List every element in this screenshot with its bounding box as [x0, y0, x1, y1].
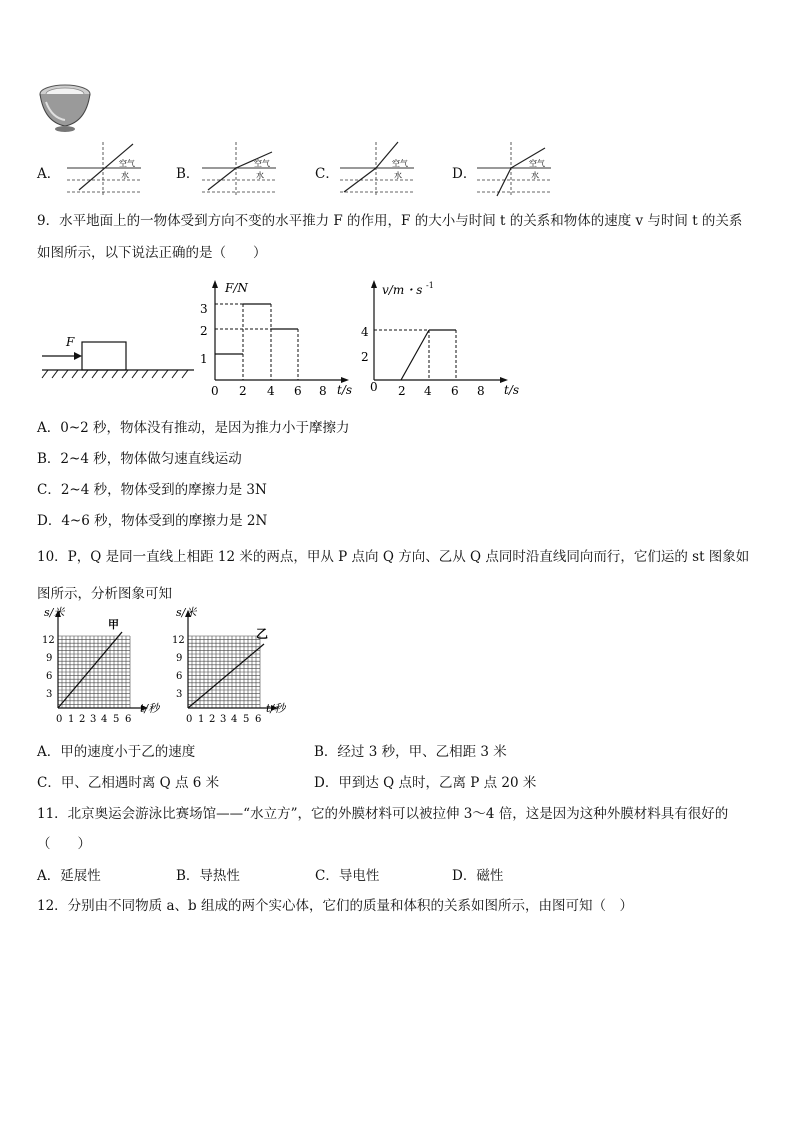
yi-xtick-0: 0: [186, 714, 193, 725]
jia-ytick-12: 12: [42, 635, 55, 646]
q9-stem-line2: 如图所示，以下说法正确的是（ ）: [37, 245, 267, 261]
q10-stem-line2: 图所示，分析图象可知: [37, 586, 172, 602]
q11-option-d[interactable]: D．磁性: [452, 868, 504, 884]
f-xtick-2: 2: [239, 384, 247, 398]
yi-xtick-6: 6: [255, 714, 262, 725]
yi-series-label: 乙: [256, 627, 269, 641]
jia-ylabel: s/米: [44, 606, 65, 619]
q9-stem-line1: 9．水平地面上的一物体受到方向不变的水平推力 F 的作用，F 的大小与时间 t 的关系和物体的速度 v 与时间 t 的关系: [37, 213, 743, 229]
q12-stem-line1: 12．分别由不同物质 a、b 组成的两个实心体，它们的质量和体积的关系如图所示，由图可知（ ）: [37, 898, 633, 914]
q8a-water-label: 水: [121, 171, 129, 180]
v-xtick-0: 0: [370, 380, 378, 394]
q10-stem-line1: 10．P，Q 是同一直线上相距 12 米的两点，甲从 P 点向 Q 方向、乙从 Q 点同时沿直线同向而行，它们运的 st 图象如: [37, 549, 750, 565]
q11-option-a[interactable]: A．延展性: [37, 868, 101, 884]
q9-option-a[interactable]: A．0~2 秒，物体没有推动，是因为推力小于摩擦力: [37, 420, 350, 436]
jia-xtick-2: 2: [79, 714, 86, 725]
f-xtick-6: 6: [294, 384, 302, 398]
jia-ytick-9: 9: [46, 653, 53, 664]
jia-ytick-3: 3: [46, 689, 53, 700]
q8-option-d[interactable]: D．: [452, 166, 477, 182]
bowl-image: [38, 82, 92, 134]
q11-stem-line2: （ ）: [37, 836, 91, 852]
f-xtick-8: 8: [319, 384, 327, 398]
v-xtick-6: 6: [451, 384, 459, 398]
jia-xtick-5: 5: [113, 714, 120, 725]
jia-xtick-6: 6: [125, 714, 132, 725]
q10-option-b[interactable]: B．经过 3 秒，甲、乙相距 3 米: [314, 744, 507, 760]
yi-ytick-6: 6: [176, 671, 183, 682]
yi-xtick-3: 3: [220, 714, 227, 725]
jia-xtick-4: 4: [101, 714, 108, 725]
q8-option-b[interactable]: B．: [176, 166, 200, 182]
f-chart-xlabel: t/s: [337, 383, 353, 397]
q9-option-d[interactable]: D．4~6 秒，物体受到的摩擦力是 2N: [37, 513, 268, 529]
q10-option-d[interactable]: D．甲到达 Q 点时，乙离 P 点 20 米: [314, 775, 537, 791]
q8d-water-label: 水: [531, 171, 539, 180]
f-ytick-1: 1: [200, 352, 208, 366]
yi-ytick-9: 9: [176, 653, 183, 664]
jia-xtick-0: 0: [56, 714, 63, 725]
q8b-air-label: 空气: [254, 159, 270, 168]
yi-ytick-12: 12: [172, 635, 185, 646]
yi-xtick-2: 2: [209, 714, 216, 725]
v-chart-xlabel: t/s: [504, 383, 520, 397]
f-xtick-4: 4: [267, 384, 275, 398]
q8d-air-label: 空气: [529, 159, 545, 168]
q9-block-diagram: [40, 332, 196, 380]
q10-option-a[interactable]: A．甲的速度小于乙的速度: [37, 744, 196, 760]
yi-ylabel: s/米: [176, 606, 197, 619]
yi-xtick-1: 1: [198, 714, 205, 725]
q9-force-time-chart: [195, 278, 355, 400]
v-chart-ylabel: v/m・s: [382, 283, 423, 297]
v-chart-ylabel-sup: -1: [426, 281, 434, 290]
q8-diagram-b: [200, 140, 278, 197]
q10-chart-jia: [36, 604, 166, 728]
v-xtick-4: 4: [424, 384, 432, 398]
yi-xtick-4: 4: [231, 714, 238, 725]
jia-xtick-1: 1: [68, 714, 75, 725]
jia-ytick-6: 6: [46, 671, 53, 682]
q9-option-c[interactable]: C．2~4 秒，物体受到的摩擦力是 3N: [37, 482, 267, 498]
f-ytick-3: 3: [200, 302, 208, 316]
q8c-air-label: 空气: [392, 159, 408, 168]
force-label: F: [66, 335, 75, 349]
yi-xtick-5: 5: [243, 714, 250, 725]
f-ytick-2: 2: [200, 324, 208, 338]
v-ytick-2: 2: [361, 350, 369, 364]
q10-chart-yi: [166, 604, 296, 728]
q8-option-c[interactable]: C．: [315, 166, 339, 182]
series-line: [188, 644, 264, 708]
q8a-air-label: 空气: [119, 159, 135, 168]
f-xtick-0: 0: [211, 384, 219, 398]
v-xtick-8: 8: [477, 384, 485, 398]
q11-option-b[interactable]: B．导热性: [176, 868, 240, 884]
v-ytick-4: 4: [361, 325, 369, 339]
q8-diagram-c: [338, 140, 416, 197]
yi-xlabel: t/秒: [266, 702, 286, 715]
q8-diagram-a: [65, 140, 143, 197]
v-xtick-2: 2: [398, 384, 406, 398]
q9-option-b[interactable]: B．2~4 秒，物体做匀速直线运动: [37, 451, 242, 467]
q8b-water-label: 水: [256, 171, 264, 180]
jia-xtick-3: 3: [90, 714, 97, 725]
q8c-water-label: 水: [394, 171, 402, 180]
jia-series-label: 甲: [108, 618, 119, 631]
jia-xlabel: t/秒: [140, 702, 160, 715]
f-chart-ylabel: F/N: [225, 281, 248, 295]
q8-option-a[interactable]: A．: [37, 166, 61, 182]
q11-option-c[interactable]: C．导电性: [315, 868, 380, 884]
q11-stem-line1: 11．北京奥运会游泳比赛场馆——“水立方”，它的外膜材料可以被拉伸 3～4 倍，这是因为这种外膜材料具有很好的: [37, 806, 729, 822]
yi-ytick-3: 3: [176, 689, 183, 700]
q9-velocity-time-chart: [358, 278, 528, 400]
q8-diagram-d: [475, 140, 553, 197]
q10-option-c[interactable]: C．甲、乙相遇时离 Q 点 6 米: [37, 775, 220, 791]
